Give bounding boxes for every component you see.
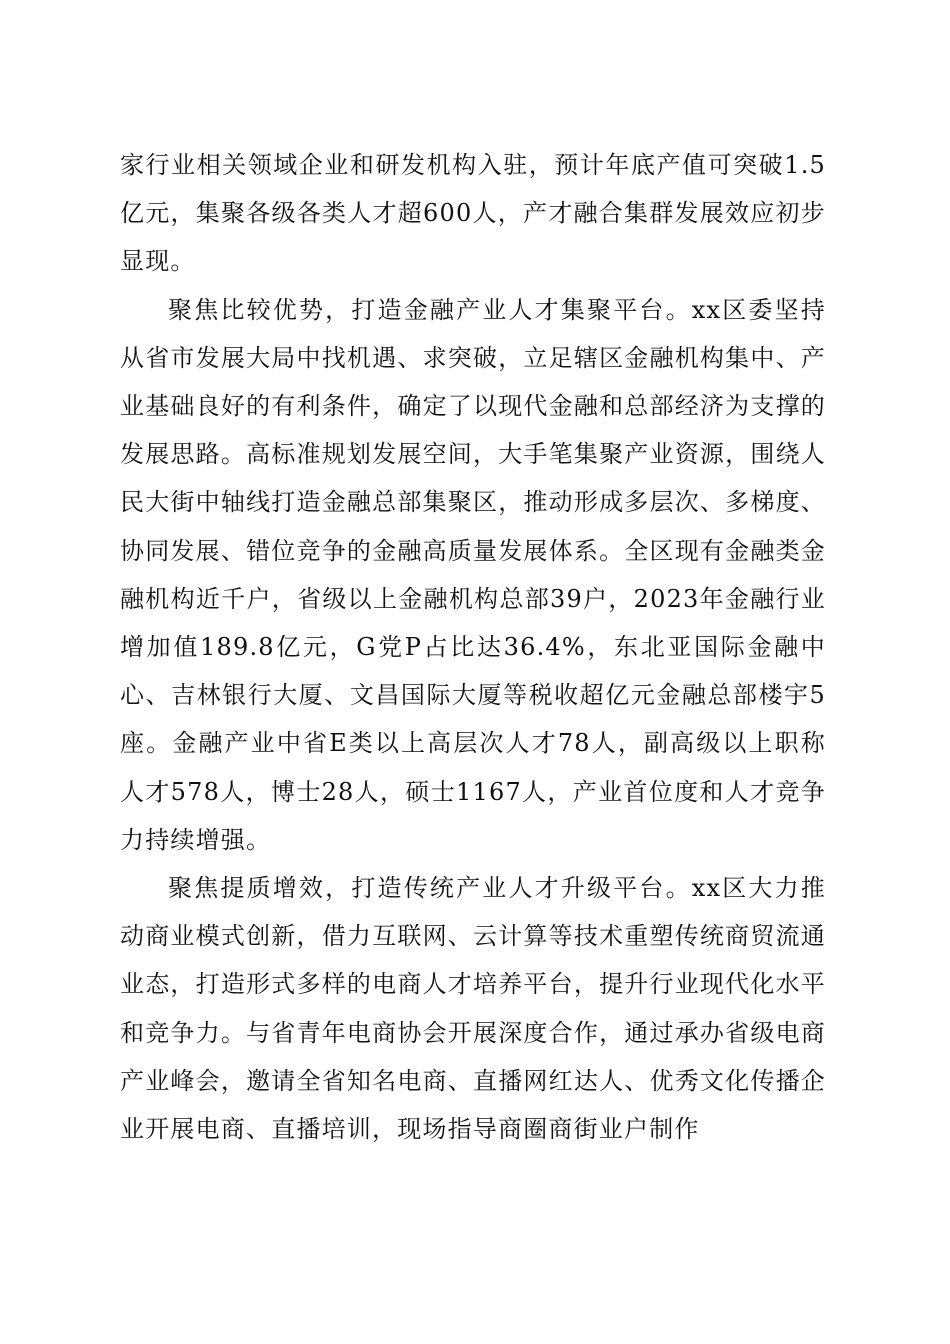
document-body xyxy=(120,141,826,1153)
paragraph-finance-talent: 聚焦比较优势，打造金融产业人才集聚平台。xx区委坚持从省市发展大局中找机遇、求突破，立足辖区金融机构集中、产业基础良好的有利条件，确定了以现代金融和总部经济为支撑的发展思路。高标准规划发展空间，大手笔集聚产业资源，围绕人民大街中轴线打造金融总部集聚区，推动形成多层次、多梯度、协同发展、错位竞争的金融高质量发展体系。全区现有金融类金融机构近千户，省级以上金融机构总部39户，2023年金融行业增加值189.8亿元，G党P占比达36.4%，东北亚国际金融中心、吉林银行大厦、文昌国际大厦等税收超亿元金融总部楼宇5座。金融产业中省E类以上高层次人才78人，副高级以上职称人才578人，博士28人，硕士1167人，产业首位度和人才竞争力持续增强。 xyxy=(120,295,826,854)
paragraph-continuation: 家行业相关领域企业和研发机构入驻，预计年底产值可突破1.5亿元，集聚各级各类人才超600人，产才融合集群发展效应初步显现。 xyxy=(120,151,826,276)
paragraph-traditional-industry: 聚焦提质增效，打造传统产业人才升级平台。xx区大力推动商业模式创新，借力互联网、云计算等技术重塑传统商贸流通业态，打造形式多样的电商人才培养平台，提升行业现代化水平和竞争力。与省青年电商协会开展深度合作，通过承办省级电商产业峰会，邀请全省知名电商、直播网红达人、优秀文化传播企业开展电商、直播培训，现场指导商圈商街业户制作 xyxy=(120,874,826,1144)
